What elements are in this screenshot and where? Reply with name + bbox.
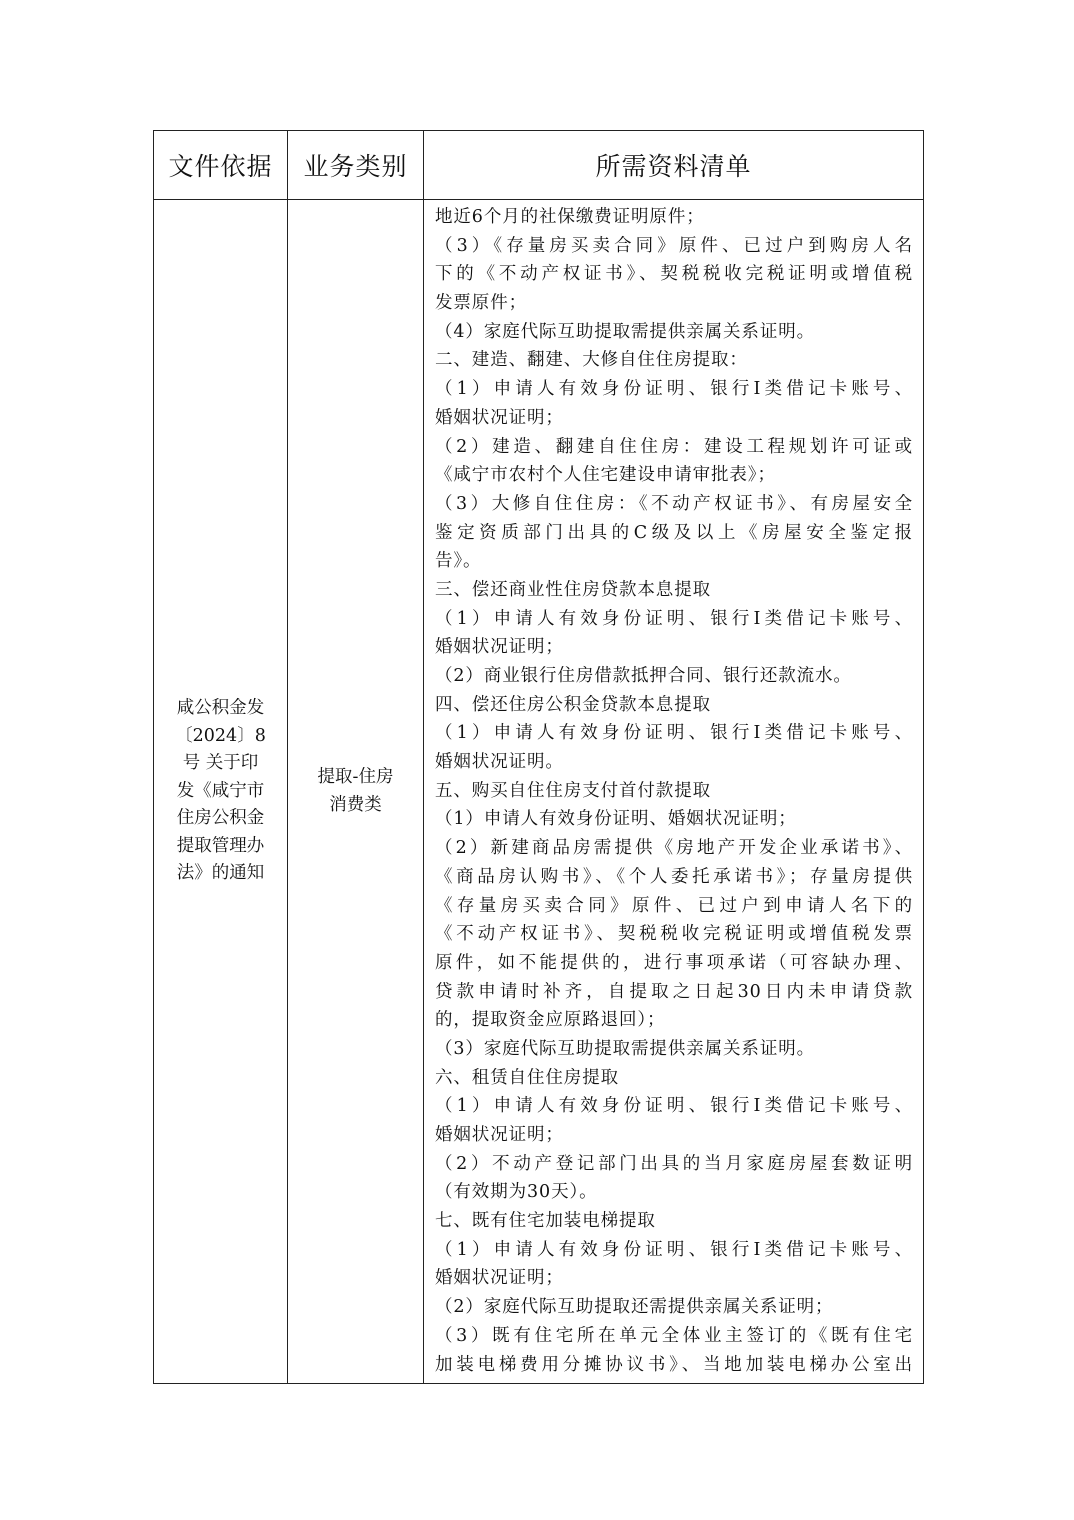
required-materials-list	[424, 200, 923, 1383]
materials-line: 发票原件；	[435, 293, 527, 314]
materials-line: 婚姻状况证明；	[435, 407, 564, 428]
materials-line: 的，提取资金应原路退回）；	[435, 1010, 666, 1031]
document-basis-line: 提取管理办	[176, 835, 265, 856]
materials-line: 七、既有住宅加装电梯提取	[435, 1211, 656, 1232]
required-materials-cell	[424, 200, 924, 1384]
document-basis-line: 咸公积金发	[176, 698, 265, 719]
materials-line: （有效期为30天）。	[435, 1182, 598, 1203]
materials-line: 婚姻状况证明；	[435, 1268, 564, 1289]
materials-line: （3）家庭代际互助提取需提供亲属关系证明。	[435, 1038, 816, 1059]
materials-line: 三、偿还商业性住房贷款本息提取	[435, 579, 711, 600]
document-basis-line: 〔2024〕8	[175, 725, 266, 746]
header-required-materials: 所需资料清单	[424, 131, 924, 200]
materials-line: 婚姻状况证明；	[435, 637, 564, 658]
materials-line: （3）既有住宅所在单元全体业主签订的《既有住宅	[435, 1325, 913, 1346]
materials-line: （2）不动产登记部门出具的当月家庭房屋套数证明	[435, 1153, 913, 1174]
materials-line: （1）申请人有效身份证明、银行Ⅰ类借记卡账号、	[435, 723, 913, 744]
materials-line: （1）申请人有效身份证明、银行Ⅰ类借记卡账号、	[435, 1239, 913, 1260]
materials-line: 《不动产权证书》、契税税收完税证明或增值税发票	[435, 924, 913, 945]
materials-line: 《存量房买卖合同》原件、已过户到申请人名下的	[435, 895, 913, 916]
materials-line: 六、租赁自住住房提取	[435, 1067, 619, 1088]
materials-line: 五、购买自住住房支付首付款提取	[435, 780, 711, 801]
table-row	[154, 200, 924, 1384]
materials-line: （3）大修自住住房：《不动产权证书》、有房屋安全	[435, 493, 913, 514]
materials-line: （1）申请人有效身份证明、银行Ⅰ类借记卡账号、	[435, 379, 913, 400]
materials-line: 告》。	[435, 551, 482, 572]
materials-line: 地近6个月的社保缴费证明原件；	[435, 207, 705, 227]
materials-line: 下的《不动产权证书》、契税税收完税证明或增值税	[435, 264, 913, 285]
materials-line: 四、偿还住房公积金贷款本息提取	[435, 694, 711, 715]
materials-line: 《商品房认购书》、《个人委托承诺书》；存量房提供	[435, 866, 913, 887]
header-document-basis: 文件依据	[154, 131, 288, 200]
materials-line: 加装电梯费用分摊协议书》、当地加装电梯办公室出	[435, 1354, 913, 1375]
materials-line: （1）申请人有效身份证明、银行Ⅰ类借记卡账号、	[435, 1096, 913, 1117]
materials-line: （2）建造、翻建自住住房：建设工程规划许可证或	[435, 436, 913, 457]
materials-line: 婚姻状况证明。	[435, 752, 564, 773]
materials-line: （3）《存量房买卖合同》原件、已过户到购房人名	[435, 235, 913, 256]
materials-line: 婚姻状况证明；	[435, 1125, 564, 1145]
business-type-line: 提取-住房	[317, 767, 394, 787]
document-basis-line: 住房公积金	[176, 808, 265, 829]
document-basis-line: 法》的通知	[176, 863, 265, 884]
materials-line: 鉴定资质部门出具的C级及以上《房屋安全鉴定报	[435, 522, 913, 543]
materials-line: （1）申请人有效身份证明、银行Ⅰ类借记卡账号、	[435, 608, 913, 629]
document-basis-cell	[154, 200, 288, 1384]
materials-line: （2）家庭代际互助提取还需提供亲属关系证明；	[435, 1297, 834, 1318]
materials-line: 贷款申请时补齐，自提取之日起30日内未申请贷款	[435, 981, 913, 1002]
materials-line: 《咸宁市农村个人住宅建设申请审批表》；	[435, 465, 776, 486]
materials-line: （4）家庭代际互助提取需提供亲属关系证明。	[435, 321, 816, 342]
header-business-type: 业务类别	[288, 131, 424, 200]
document-basis-line: 发《咸宁市	[176, 780, 265, 801]
materials-line: （2）新建商品房需提供《房地产开发企业承诺书》、	[435, 838, 913, 859]
header-row	[154, 131, 924, 200]
materials-line: 原件，如不能提供的，进行事项承诺（可容缺办理、	[435, 952, 913, 973]
materials-line: （1）申请人有效身份证明、婚姻状况证明；	[435, 809, 797, 830]
materials-line: （2）商业银行住房借款抵押合同、银行还款流水。	[435, 666, 852, 686]
business-type-cell	[288, 200, 424, 1384]
materials-line: 二、建造、翻建、大修自住住房提取：	[435, 350, 748, 371]
requirements-table	[153, 130, 924, 1384]
document-basis-line: 号 关于印	[182, 753, 259, 774]
business-type-line: 消费类	[329, 794, 382, 815]
